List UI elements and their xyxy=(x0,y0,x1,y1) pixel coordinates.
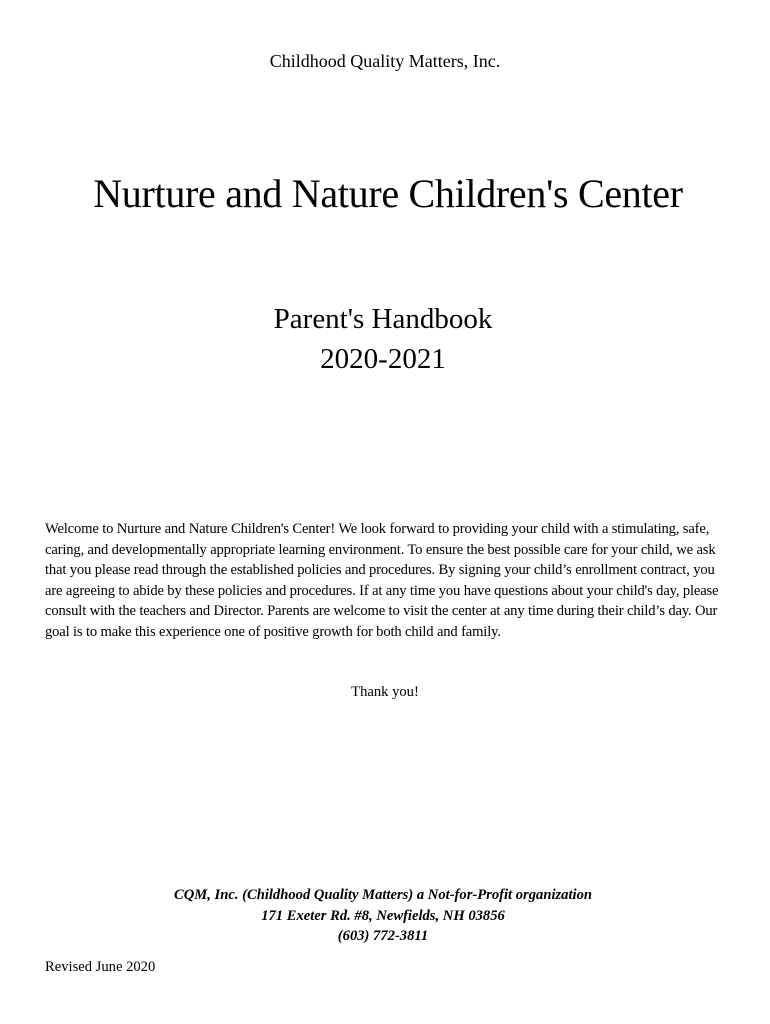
welcome-paragraph: Welcome to Nurture and Nature Children's Center! We look forward to providing your child with a stimulating, safe, caring, and developmentally appropriate learning environment. To ensure the best possible care for your child, we ask that you please read through the established policies and procedures. By signing your child’s enrollment contract, you are agreeing to abide by these policies and procedures. If at any time you have questions about your child's day, please consult with the teachers and Director. Parents are welcome to visit the center at any time during their child’s day. Our goal is to make this experience one of positive growth for both child and family. xyxy=(45,521,719,640)
footer-organization: CQM, Inc. (Childhood Quality Matters) a Not-for-Profit organization xyxy=(174,887,592,903)
footer-phone: (603) 772-3811 xyxy=(337,928,429,944)
handbook-title: Parent's Handbook xyxy=(273,303,493,335)
thank-you-text: Thank you! xyxy=(351,684,419,700)
handbook-title-block xyxy=(0,299,766,379)
footer-address: 171 Exeter Rd. #8, Newfields, NH 03856 xyxy=(261,907,505,924)
center-title: Nurture and Nature Children's Center xyxy=(93,171,683,216)
footer-contact-block xyxy=(0,885,766,947)
organization-header: Childhood Quality Matters, Inc. xyxy=(269,51,501,71)
revision-note: Revised June 2020 xyxy=(45,959,156,975)
handbook-year: 2020-2021 xyxy=(320,343,446,375)
